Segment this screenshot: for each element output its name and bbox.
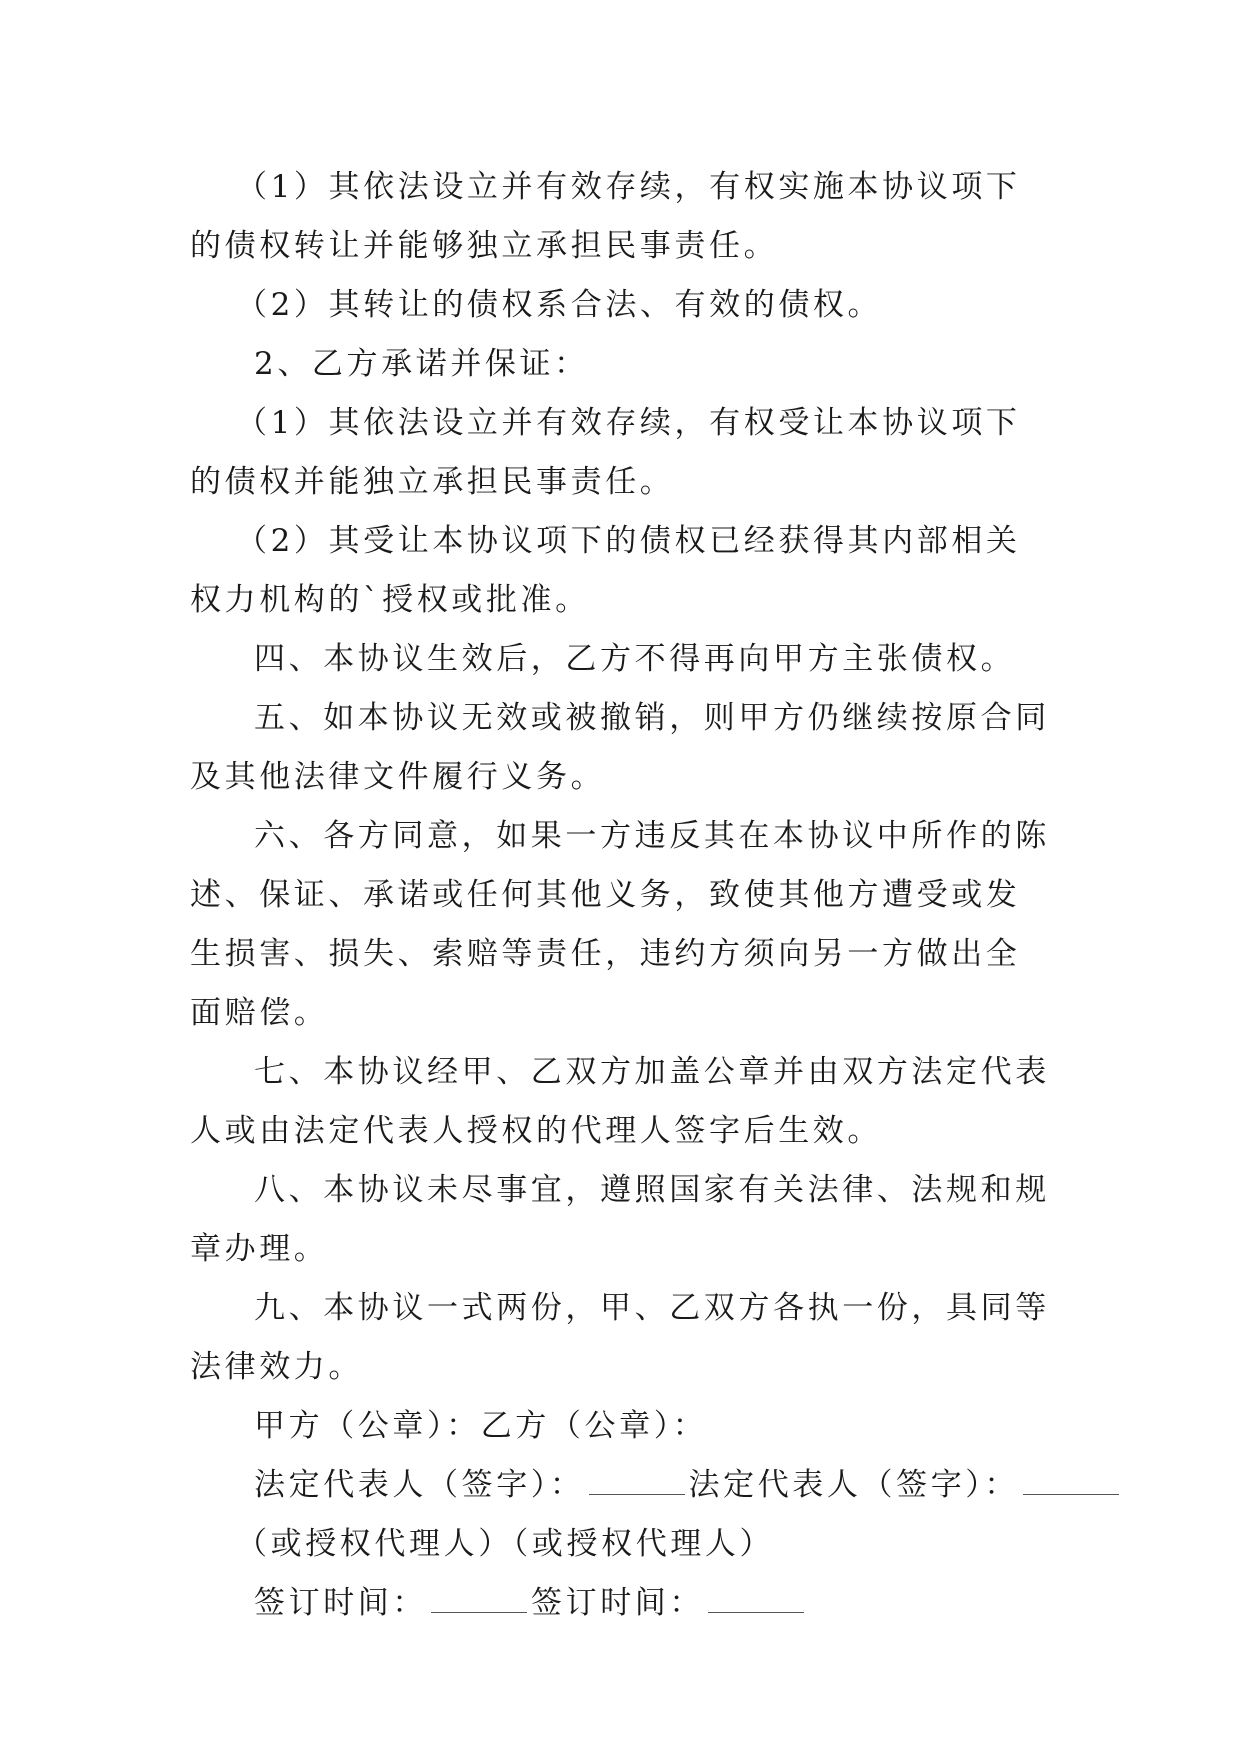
clause-7: 七、本协议经甲、乙双方加盖公章并由双方法定代表人或由法定代表人授权的代理人签字后生效。: [190, 1054, 1050, 1149]
date-b-label: 签订时间：: [531, 1585, 704, 1621]
rep-a-label: 法定代表人（签字）：: [254, 1467, 585, 1503]
date-a-blank: [431, 1588, 527, 1613]
paragraph-a1: （1）其依法设立并有效存续，有权实施本协议项下的债权转让并能够独立承担民事责任。: [190, 169, 1021, 264]
agreement-body: [190, 158, 1050, 1633]
rep-b-blank: [1023, 1470, 1119, 1495]
clause-4: 四、本协议生效后，乙方不得再向甲方主张债权。: [254, 641, 1016, 677]
paragraph-b2: （2）其受让本协议项下的债权已经获得其内部相关权力机构的`授权或批准。: [190, 523, 1021, 618]
paragraph-a2: （2）其转让的债权系合法、有效的债权。: [236, 287, 883, 323]
date-b-blank: [708, 1588, 804, 1613]
paragraph-b1: （1）其依法设立并有效存续，有权受让本协议项下的债权并能独立承担民事责任。: [190, 405, 1021, 500]
representative-line: [190, 1456, 1050, 1515]
clause-9: 九、本协议一式两份，甲、乙双方各执一份，具同等法律效力。: [190, 1290, 1050, 1385]
paragraph-b-heading: 2、乙方承诺并保证：: [254, 346, 589, 382]
clause-5: 五、如本协议无效或被撤销，则甲方仍继续按原合同及其他法律文件履行义务。: [190, 700, 1050, 795]
rep-a-blank: [589, 1470, 685, 1495]
agent-line: （或授权代理人）（或授权代理人）: [236, 1526, 775, 1562]
date-a-label: 签订时间：: [254, 1585, 427, 1621]
clause-6: 六、各方同意，如果一方违反其在本协议中所作的陈述、保证、承诺或任何其他义务，致使其他方遭受或发生损害、损失、索赔等责任，违约方须向另一方做出全面赔偿。: [190, 818, 1050, 1031]
clause-8: 八、本协议未尽事宜，遵照国家有关法律、法规和规章办理。: [190, 1172, 1050, 1267]
rep-b-label: 法定代表人（签字）：: [688, 1467, 1019, 1503]
date-line: [190, 1574, 1050, 1633]
seal-line: 甲方（公章）：乙方（公章）：: [254, 1408, 708, 1444]
